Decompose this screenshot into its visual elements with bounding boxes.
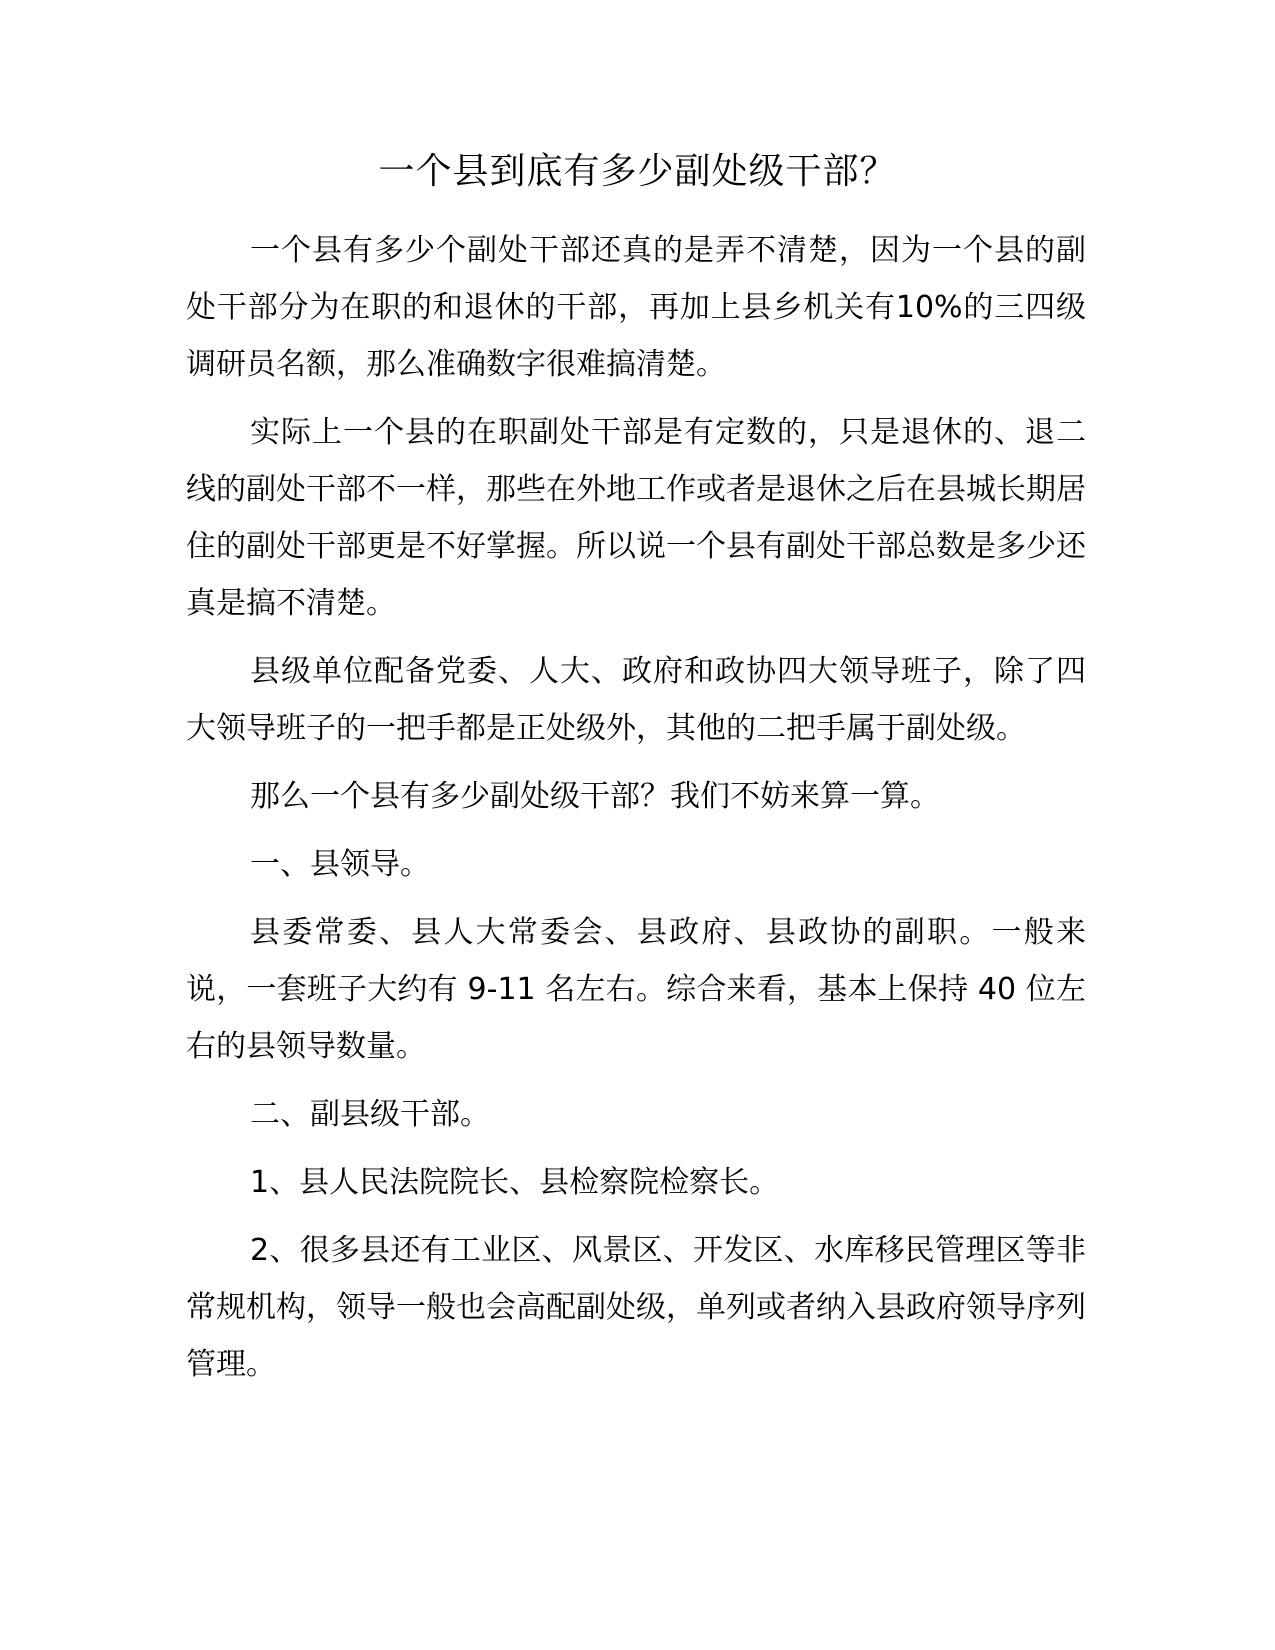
paragraph-lets-count: 那么一个县有多少副处级干部？我们不妨来算一算。 xyxy=(250,779,940,814)
paragraph-intro: 一个县有多少个副处干部还真的是弄不清楚，因为一个县的副处干部分为在职的和退休的干部，再加上县乡机关有10%的三四级调研员名额，那么准确数字很难搞清楚。 xyxy=(186,233,1086,382)
document-title: 一个县到底有多少副处级干部？ xyxy=(378,151,897,192)
list-item-special-zones: 2、很多县还有工业区、风景区、开发区、水库移民管理区等非常规机构，领导一般也会高配副处级，单列或者纳入县政府领导序列管理。 xyxy=(186,1233,1086,1382)
document-body xyxy=(186,222,1086,1404)
paragraph-county-leaders: 县委常委、县人大常委会、县政府、县政协的副职。一般来说，一套班子大约有 9-11 名左右。综合来看，基本上保持 40 位左右的县领导数量。 xyxy=(186,915,1086,1064)
paragraph-in-service: 实际上一个县的在职副处干部是有定数的，只是退休的、退二线的副处干部不一样，那些在外地工作或者是退休之后在县城长期居住的副处干部更是不好掌握。所以说一个县有副处干部总数是多少还真是搞不清楚。 xyxy=(186,415,1086,621)
section-heading-deputy-county: 二、副县级干部。 xyxy=(250,1097,490,1132)
list-item-court-procuratorate: 1、县人民法院院长、县检察院检察长。 xyxy=(250,1165,780,1200)
paragraph-four-teams: 县级单位配备党委、人大、政府和政协四大领导班子，除了四大领导班子的一把手都是正处级外，其他的二把手属于副处级。 xyxy=(186,654,1086,746)
section-heading-county-leaders: 一、县领导。 xyxy=(250,847,430,882)
